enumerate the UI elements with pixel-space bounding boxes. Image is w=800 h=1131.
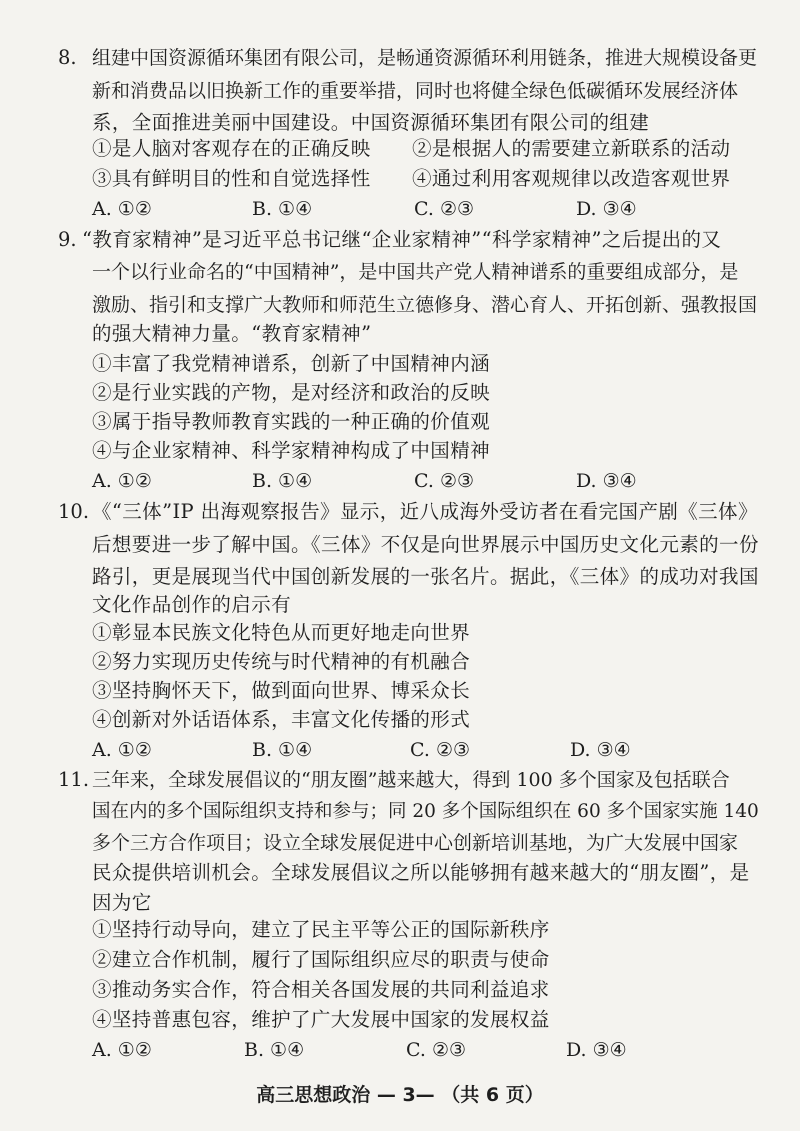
choice-a[interactable]: A. ①②	[92, 198, 152, 220]
choice-b[interactable]: B. ①④	[252, 739, 313, 761]
option-2: ②是根据人的需要建立新联系的活动	[412, 137, 731, 160]
question-stem-line: 三年来，全球发展倡议的“朋友圈”越来越大，得到 100 多个国家及包括联合	[92, 769, 730, 791]
choice-b[interactable]: B. ①④	[244, 1039, 305, 1061]
option-2: ②建立合作机制，履行了国际组织应尽的职责与使命	[92, 948, 550, 971]
choice-a[interactable]: A. ①②	[92, 739, 152, 761]
question-stem-line: 一个以行业命名的“中国精神”，是中国共产党人精神谱系的重要组成部分，是	[92, 261, 739, 283]
choice-b[interactable]: B. ①④	[252, 470, 313, 492]
option-1: ①丰富了我党精神谱系，创新了中国精神内涵	[92, 352, 491, 375]
question-stem-line: “教育家精神”是习近平总书记继“企业家精神”“科学家精神”之后提出的又	[82, 228, 722, 251]
question-stem-line: 系，全面推进美丽中国建设。中国资源循环集团有限公司的组建	[92, 111, 650, 134]
question-stem-line: 新和消费品以旧换新工作的重要举措，同时也将健全绿色低碳循环发展经济体	[92, 80, 739, 102]
question-stem-line: 组建中国资源循环集团有限公司，是畅通资源循环利用链条，推进大规模设备更	[92, 47, 758, 69]
choice-c[interactable]: C. ②③	[414, 470, 475, 492]
choice-c[interactable]: C. ②③	[406, 1039, 467, 1061]
question-stem-line: 因为它	[92, 891, 152, 914]
option-4: ④坚持普惠包容，维护了广大发展中国家的发展权益	[92, 1008, 550, 1031]
option-3: ③推动务实合作，符合相关各国发展的共同利益追求	[92, 978, 550, 1001]
question-number: 8.	[58, 46, 77, 69]
question-number: 9.	[58, 228, 77, 251]
question-stem-line: 多个三方合作项目；设立全球发展促进中心创新培训基地，为广大发展中国家	[92, 832, 739, 854]
choice-c[interactable]: C. ②③	[414, 198, 475, 220]
question-number: 10.	[58, 500, 90, 523]
page-footer: 高三思想政治 — 3— （共 6 页）	[256, 1084, 544, 1106]
question-stem-line: 《“三体”IP 出海观察报告》显示，近八成海外受访者在看完国产剧《三体》	[92, 500, 758, 523]
option-4: ④与企业家精神、科学家精神构成了中国精神	[92, 439, 491, 462]
option-3: ③坚持胸怀天下，做到面向世界、博采众长	[92, 679, 471, 702]
question-stem-line: 激励、指引和支撑广大教师和师范生立德修身、潜心育人、开拓创新、强教报国	[92, 294, 758, 316]
question-stem-line: 后想要进一步了解中国。《三体》不仅是向世界展示中国历史文化元素的一份	[92, 533, 759, 556]
option-4: ④通过利用客观规律以改造客观世界	[412, 167, 731, 190]
option-1: ①坚持行动导向，建立了民主平等公正的国际新秩序	[92, 918, 550, 941]
choice-a[interactable]: A. ①②	[92, 470, 152, 492]
option-2: ②努力实现历史传统与时代精神的有机融合	[92, 650, 471, 673]
choice-d[interactable]: D. ③④	[570, 739, 631, 761]
option-4: ④创新对外话语体系，丰富文化传播的形式	[92, 708, 471, 731]
option-3: ③具有鲜明目的性和自觉选择性	[92, 167, 371, 190]
choice-d[interactable]: D. ③④	[576, 198, 637, 220]
choice-d[interactable]: D. ③④	[576, 470, 637, 492]
choice-b[interactable]: B. ①④	[252, 198, 313, 220]
choice-d[interactable]: D. ③④	[566, 1039, 627, 1061]
option-3: ③属于指导教师教育实践的一种正确的价值观	[92, 410, 491, 433]
option-1: ①是人脑对客观存在的正确反映	[92, 137, 371, 160]
question-stem-line: 国在内的多个国际组织支持和参与；同 20 多个国际组织在 60 多个国家实施 140	[92, 801, 759, 822]
question-number: 11.	[58, 768, 90, 791]
choice-c[interactable]: C. ②③	[410, 739, 471, 761]
question-stem-line: 路引，更是展现当代中国创新发展的一张名片。据此，《三体》的成功对我国	[92, 565, 759, 588]
question-stem-line: 的强大精神力量。“教育家精神”	[92, 322, 372, 345]
question-stem-line: 文化作品创作的启示有	[92, 593, 292, 616]
option-2: ②是行业实践的产物，是对经济和政治的反映	[92, 381, 491, 404]
choice-a[interactable]: A. ①②	[92, 1039, 152, 1061]
question-stem-line: 民众提供培训机会。全球发展倡议之所以能够拥有越来越大的“朋友圈”，是	[92, 861, 750, 884]
option-1: ①彰显本民族文化特色从而更好地走向世界	[92, 621, 471, 644]
